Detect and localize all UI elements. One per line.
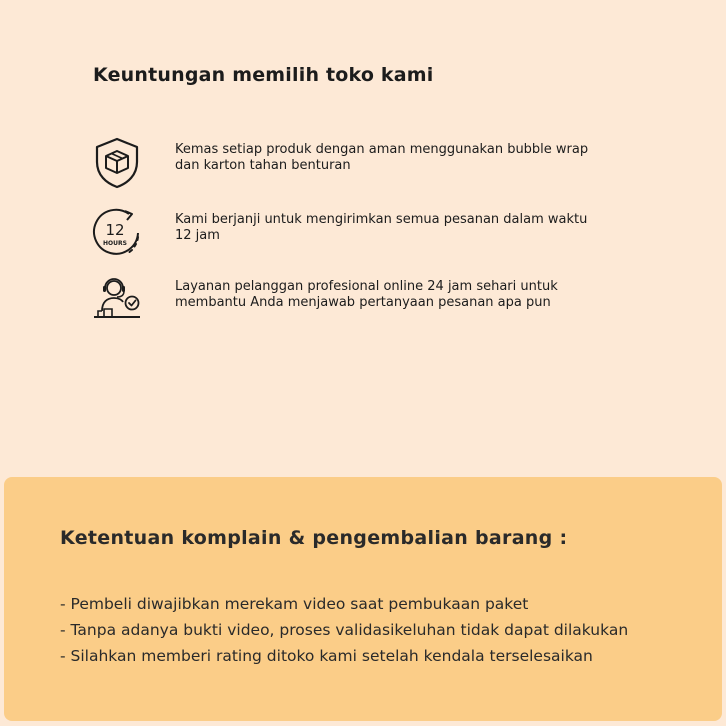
icon-hours-number: 12 <box>105 221 125 239</box>
benefit-item-service <box>90 273 630 327</box>
terms-title: Ketentuan komplain & pengembalian barang : <box>60 527 568 549</box>
shield-box-icon <box>90 136 144 190</box>
list-item: - Tanpa adanya bukti video, proses validasikeluhan tidak dapat dilakukan <box>60 621 629 639</box>
terms-panel <box>4 477 722 721</box>
12-hours-icon <box>90 206 144 260</box>
benefit-item-delivery <box>90 206 630 260</box>
icon-hours-caption: HOURS <box>103 240 127 247</box>
list-item: - Pembeli diwajibkan merekam video saat pembukaan paket <box>60 595 529 613</box>
benefits-title: Keuntungan memilih toko kami <box>93 64 434 86</box>
benefit-text: Kemas setiap produk dengan aman menggunakan bubble wrap dan karton tahan benturan <box>175 142 589 173</box>
list-item: - Silahkan memberi rating ditoko kami setelah kendala terselesaikan <box>60 647 593 665</box>
customer-service-icon <box>90 273 144 327</box>
benefit-text: Kami berjanji untuk mengirimkan semua pesanan dalam waktu 12 jam <box>175 212 588 243</box>
benefit-text: Layanan pelanggan profesional online 24 jam sehari untuk membantu Anda menjawab pertanyaan pesanan apa pun <box>175 279 558 310</box>
benefit-item-packaging <box>90 136 630 190</box>
terms-list <box>60 591 628 669</box>
